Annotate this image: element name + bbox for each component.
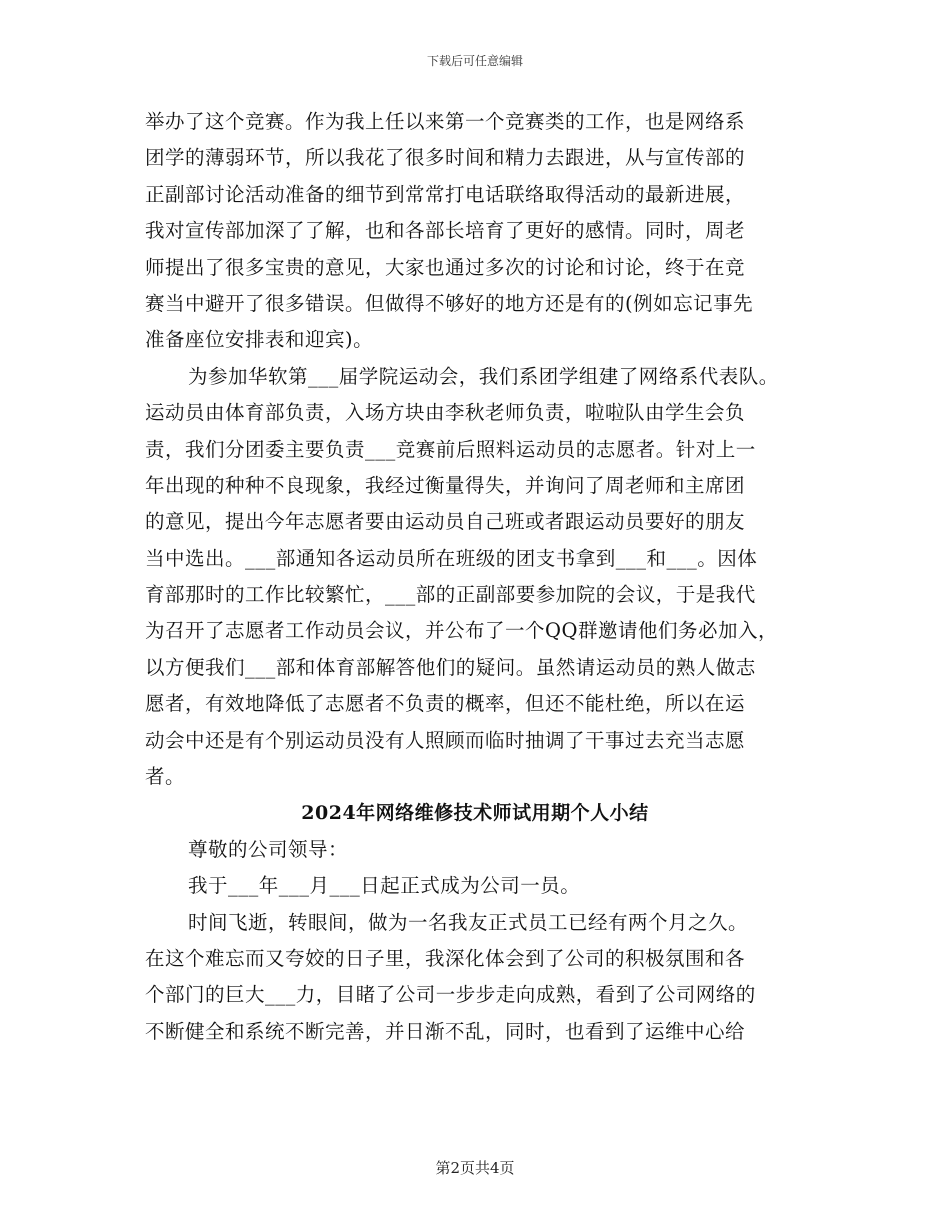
text-line: 团学的薄弱环节，所以我花了很多时间和精力去跟进，从与宣传部的 — [145, 146, 746, 170]
text-line: 正副部讨论活动准备的细节到常常打电话联络取得活动的最新进展， — [145, 182, 746, 206]
text-line: 在这个难忘而又夸姣的日子里，我深化体会到了公司的积极氛围和各 — [145, 946, 746, 970]
text-line: 年出现的种种不良现象，我经过衡量得失，并询问了周老师和主席团 — [145, 473, 746, 497]
text-line: 举办了这个竞赛。作为我上任以来第一个竞赛类的工作，也是网络系 — [145, 110, 746, 133]
text-line: 动会中还是有个别运动员没有人照顾而临时抽调了干事过去充当志愿 — [145, 728, 746, 752]
paragraph-start-line: 为参加华软第___届学院运动会，我们系团学组建了网络系代表队。 — [188, 364, 779, 388]
text-line: 当中选出。___部通知各运动员所在班级的团支书拿到___和___。因体 — [145, 546, 758, 570]
page-header-note: 下载后可任意编辑 — [426, 54, 523, 68]
page-number: 第2页共4页 — [435, 1159, 515, 1177]
text-line: 运动员由体育部负责，入场方块由李秋老师负责，啦啦队由学生会负 — [145, 401, 746, 425]
text-line: 为召开了志愿者工作动员会议，并公布了一个QQ群邀请他们务必加入， — [145, 619, 778, 643]
paragraph-start-line: 时间飞逝，转眼间，做为一名我友正式员工已经有两个月之久。 — [188, 910, 749, 934]
salutation-line: 尊敬的公司领导： — [188, 837, 349, 861]
paragraph-start-line: 我于___年___月___日起正式成为公司一员。 — [188, 874, 581, 898]
text-line: 的意见，提出今年志愿者要由运动员自己班或者跟运动员要好的朋友 — [145, 510, 746, 534]
text-line: 不断健全和系统不断完善，并日渐不乱，同时，也看到了运维中心给 — [145, 1019, 746, 1043]
text-line: 育部那时的工作比较繁忙，___部的正副部要参加院的会议，于是我代 — [145, 583, 756, 607]
text-line: 责，我们分团委主要负责___竞赛前后照料运动员的志愿者。针对上一 — [145, 437, 756, 461]
text-line: 我对宣传部加深了了解，也和各部长培育了更好的感情。同时，周老 — [145, 219, 746, 243]
section-heading: 2024年网络维修技术师试用期个人小结 — [301, 802, 649, 825]
text-line: 准备座位安排表和迎宾)。 — [145, 328, 374, 352]
text-line: 赛当中避开了很多错误。但做得不够好的地方还是有的(例如忘记事先 — [145, 291, 754, 315]
document-body — [145, 104, 805, 1050]
text-line: 者。 — [145, 765, 186, 789]
text-line: 以方便我们___部和体育部解答他们的疑问。虽然请运动员的熟人做志 — [145, 655, 756, 679]
text-line: 愿者，有效地降低了志愿者不负责的概率，但还不能杜绝，所以在运 — [145, 692, 746, 716]
text-line: 师提出了很多宝贵的意见，大家也通过多次的讨论和讨论，终于在竞 — [145, 255, 746, 279]
text-line: 个部门的巨大___力，目睹了公司一步步走向成熟，看到了公司网络的 — [145, 983, 756, 1007]
